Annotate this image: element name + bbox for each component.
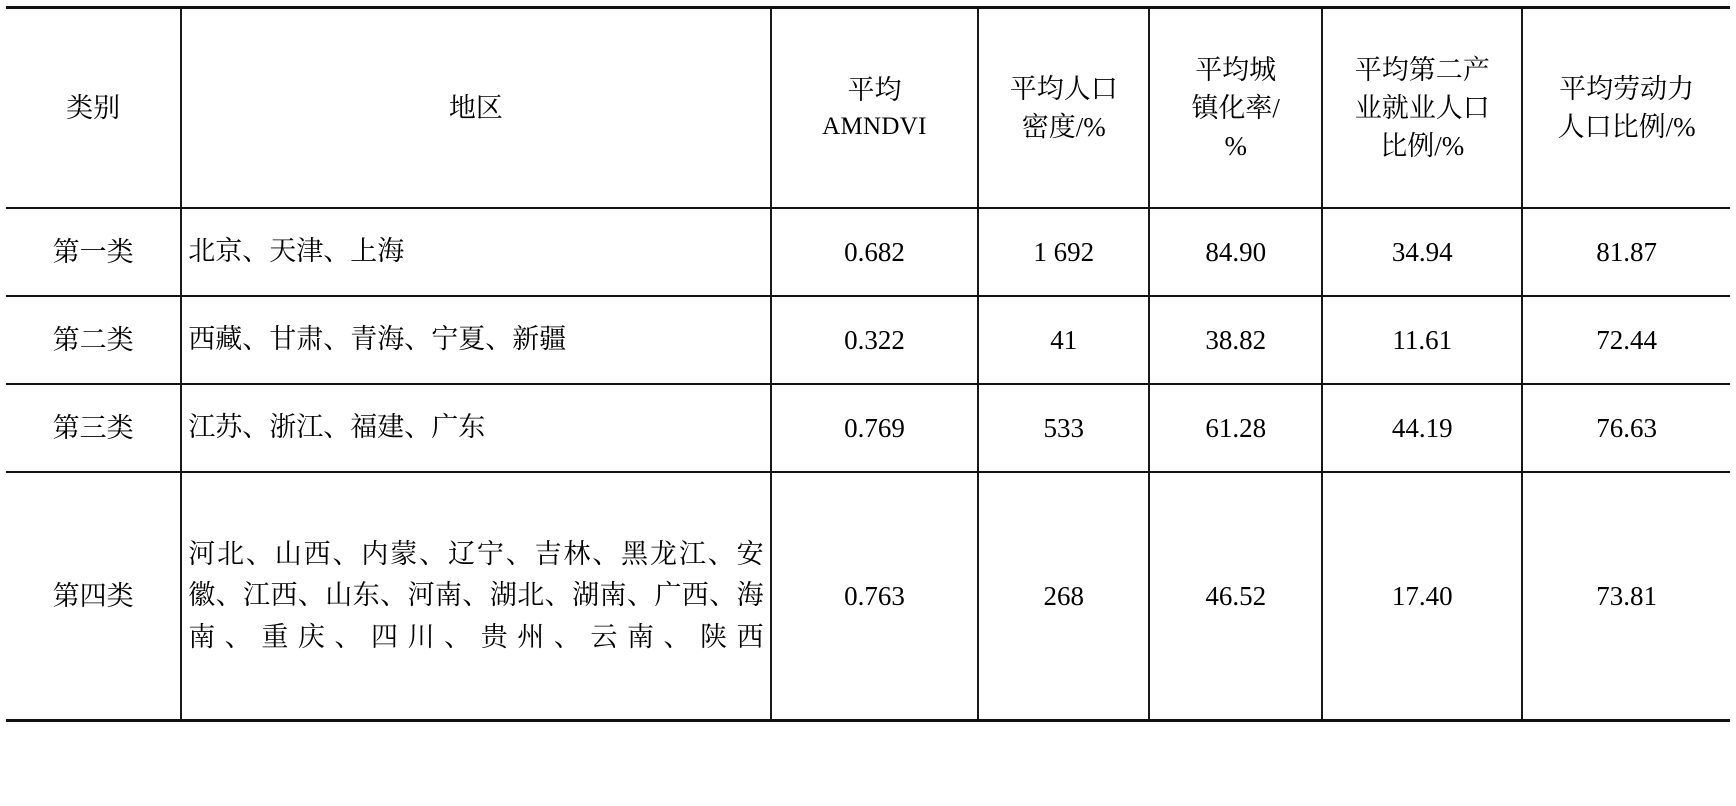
column-header-secondary-industry	[1322, 8, 1522, 209]
column-header-secondary-line-3: 比例/%	[1380, 131, 1465, 162]
column-header-density-line-2: 密度/%	[1021, 112, 1106, 142]
cell-secondary-industry: 11.61	[1322, 296, 1522, 384]
cell-region: 西藏、甘肃、青海、宁夏、新疆	[181, 296, 770, 384]
column-header-region	[181, 8, 770, 209]
cell-category: 第一类	[6, 208, 181, 296]
column-header-urbanization-line-2: 镇化率/	[1191, 92, 1280, 123]
table-row	[6, 296, 1730, 384]
column-header-labor-line-2: 人口比例/%	[1557, 112, 1696, 142]
column-header-amndvi-line-2: AMNDVI	[822, 113, 927, 141]
table-head	[6, 8, 1730, 209]
column-header-urbanization-line-1: 平均城	[1195, 54, 1277, 85]
column-header-secondary-line-1: 平均第二产	[1354, 54, 1490, 85]
cell-labor: 81.87	[1522, 208, 1730, 296]
table-row	[6, 208, 1730, 296]
cell-amndvi: 0.769	[771, 384, 979, 472]
column-header-urbanization-line-3: %	[1224, 131, 1247, 162]
cell-density: 41	[978, 296, 1149, 384]
statistics-table	[6, 6, 1730, 722]
cell-density: 1 692	[978, 208, 1149, 296]
cell-urbanization: 84.90	[1149, 208, 1322, 296]
cell-labor: 76.63	[1522, 384, 1730, 472]
column-header-category	[6, 8, 181, 209]
table-body	[6, 208, 1730, 721]
column-header-labor-line-1: 平均劳动力	[1559, 73, 1695, 104]
cell-amndvi: 0.682	[771, 208, 979, 296]
cell-urbanization: 38.82	[1149, 296, 1322, 384]
cell-category: 第三类	[6, 384, 181, 472]
table-row	[6, 384, 1730, 472]
column-header-density	[978, 8, 1149, 209]
cell-secondary-industry: 44.19	[1322, 384, 1522, 472]
column-header-region-line-1: 地区	[448, 92, 503, 123]
cell-secondary-industry: 34.94	[1322, 208, 1522, 296]
cell-category: 第四类	[6, 472, 181, 721]
cell-density: 268	[978, 472, 1149, 721]
cell-amndvi: 0.763	[771, 472, 979, 721]
cell-labor: 73.81	[1522, 472, 1730, 721]
table-row	[6, 472, 1730, 721]
column-header-labor	[1522, 8, 1730, 209]
table-header-row	[6, 8, 1730, 209]
cell-amndvi: 0.322	[771, 296, 979, 384]
column-header-urbanization	[1149, 8, 1322, 209]
cell-secondary-industry: 17.40	[1322, 472, 1522, 721]
column-header-category-line-1: 类别	[66, 92, 121, 123]
column-header-secondary-line-2: 业就业人口	[1354, 92, 1490, 123]
cell-density: 533	[978, 384, 1149, 472]
cell-category: 第二类	[6, 296, 181, 384]
cell-urbanization: 61.28	[1149, 384, 1322, 472]
column-header-amndvi-line-1: 平均	[847, 75, 902, 106]
cell-region: 河北、山西、内蒙、辽宁、吉林、黑龙江、安徽、江西、山东、河南、湖北、湖南、广西、海南、重庆、四川、贵州、云南、陕西	[181, 472, 770, 721]
column-header-amndvi	[771, 8, 979, 209]
cell-urbanization: 46.52	[1149, 472, 1322, 721]
column-header-density-line-1: 平均人口	[1009, 73, 1118, 104]
cell-labor: 72.44	[1522, 296, 1730, 384]
cell-region: 北京、天津、上海	[181, 208, 770, 296]
cell-region: 江苏、浙江、福建、广东	[181, 384, 770, 472]
